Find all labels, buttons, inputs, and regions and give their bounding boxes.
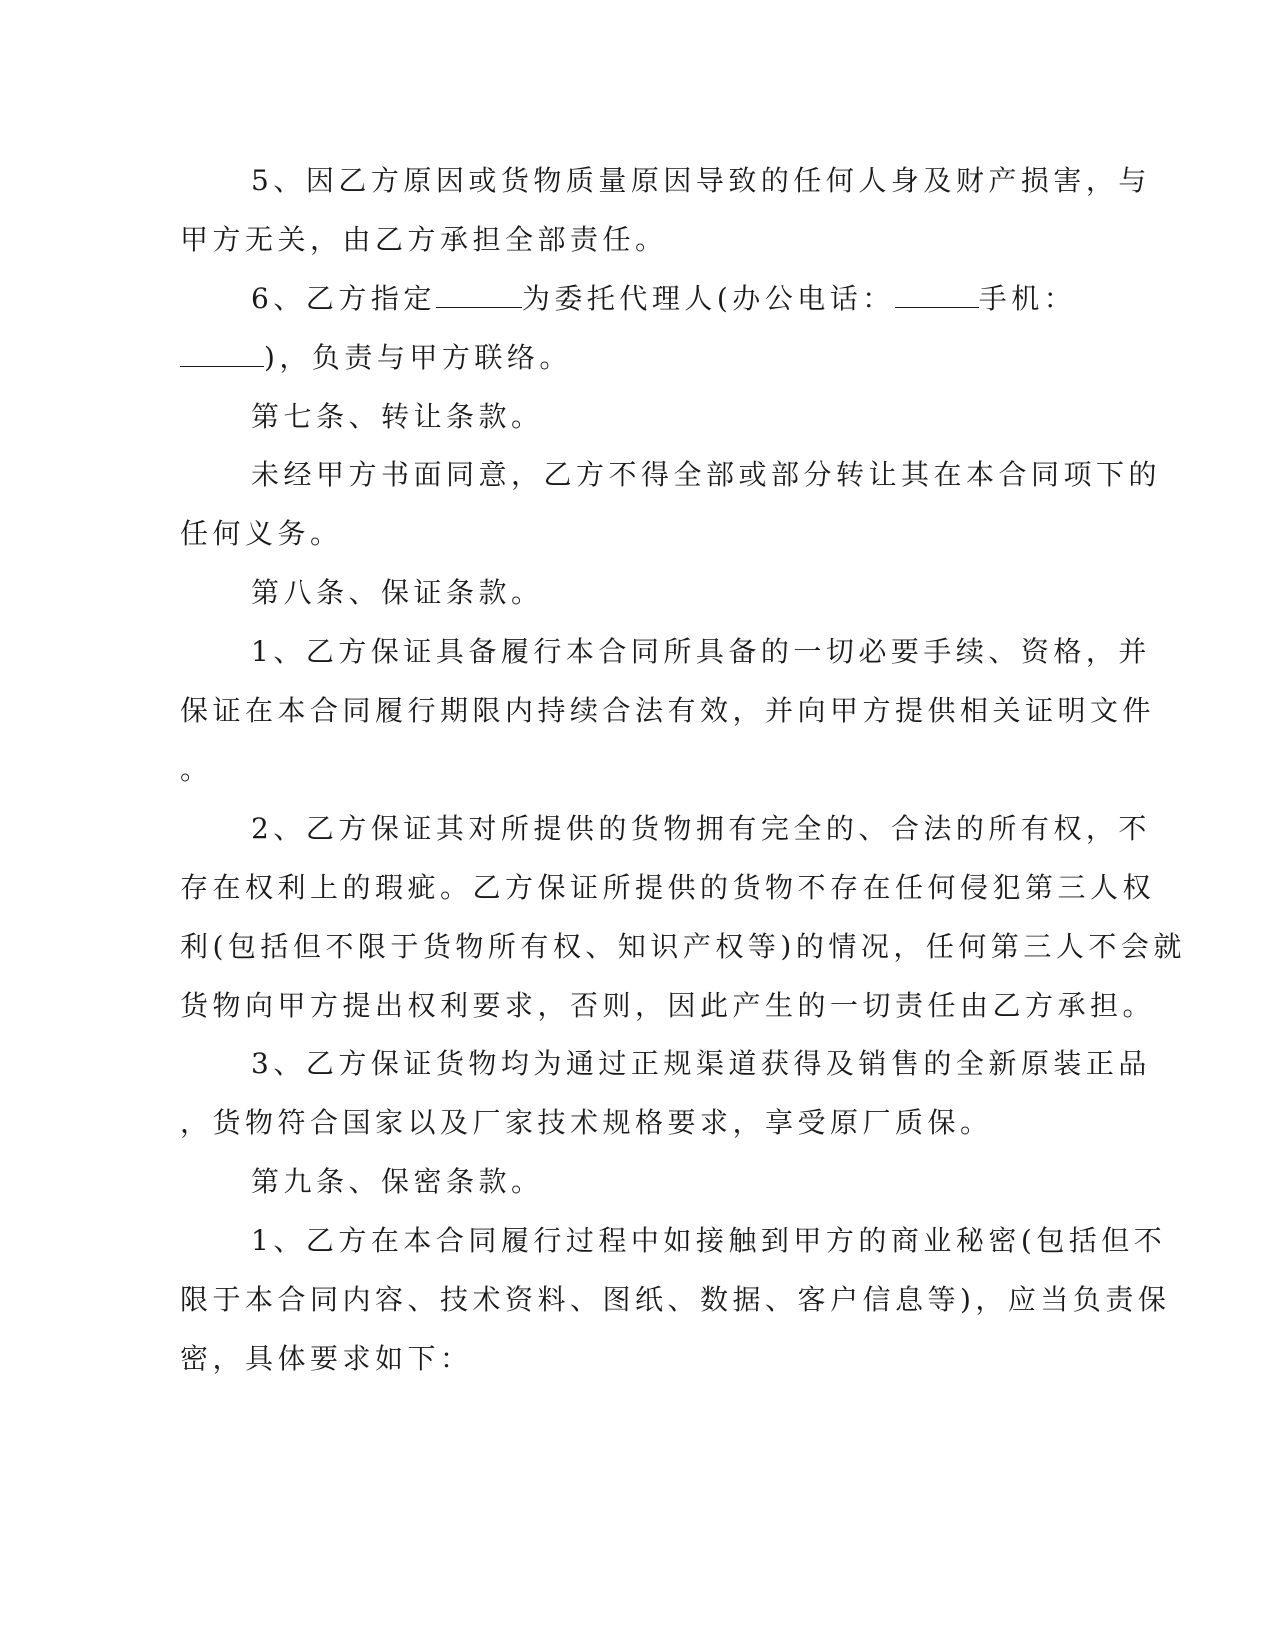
article-8-heading: 第八条、保证条款。 [251,576,544,609]
clause-6-6-text-b: 为委托代理人(办公电话： [521,282,895,315]
article-7-heading: 第七条、转让条款。 [251,400,544,433]
clause-6-6-text-a: 6、乙方指定 [251,282,436,315]
clause-8-2-line-1: 2、乙方保证其对所提供的货物拥有完全的、合法的所有权，不 [251,812,1151,845]
clause-6-5-line-1: 5、因乙方原因或货物质量原因导致的任何人身及财产损害，与 [251,164,1151,197]
clause-6-6-text-d: )，负责与甲方联络。 [264,341,572,374]
office-phone-blank [895,281,979,308]
clause-9-1-line-2: 限于本合同内容、技术资料、图纸、数据、客户信息等)，应当负责保 [180,1283,1171,1316]
clause-8-2-line-3: 利(包括但不限于货物所有权、知识产权等)的情况，任何第三人不会就 [180,930,1186,963]
clause-8-2-line-2: 存在权利上的瑕疵。乙方保证所提供的货物不存在任何侵犯第三人权 [180,871,1156,904]
clause-8-3-line-1: 3、乙方保证货物均为通过正规渠道获得及销售的全新原装正品 [251,1047,1151,1080]
clause-6-6-text-c: 手机： [978,282,1077,315]
clause-6-6-line-2 [180,340,572,376]
clause-9-1-line-1: 1、乙方在本合同履行过程中如接触到甲方的商业秘密(包括但不 [251,1224,1167,1257]
article-9-heading: 第九条、保密条款。 [251,1165,544,1198]
clause-6-6-line-1 [251,281,1076,317]
clause-6-5-line-2: 甲方无关，由乙方承担全部责任。 [180,223,668,256]
article-7-line-1: 未经甲方书面同意，乙方不得全部或部分转让其在本合同项下的 [251,458,1162,491]
clause-8-1-line-1: 1、乙方保证具备履行本合同所具备的一切必要手续、资格，并 [251,635,1151,668]
mobile-phone-blank [180,340,264,367]
clause-8-3-line-2: ，货物符合国家以及厂家技术规格要求，享受原厂质保。 [180,1106,993,1139]
clause-8-2-line-4: 货物向甲方提出权利要求，否则，因此产生的一切责任由乙方承担。 [180,989,1156,1022]
clause-8-1-line-3: 。 [180,753,213,786]
article-7-line-2: 任何义务。 [180,517,343,550]
clause-8-1-line-2: 保证在本合同履行期限内持续合法有效，并向甲方提供相关证明文件 [180,694,1156,727]
clause-9-1-line-3: 密，具体要求如下： [180,1342,473,1375]
agent-name-blank [436,281,522,308]
